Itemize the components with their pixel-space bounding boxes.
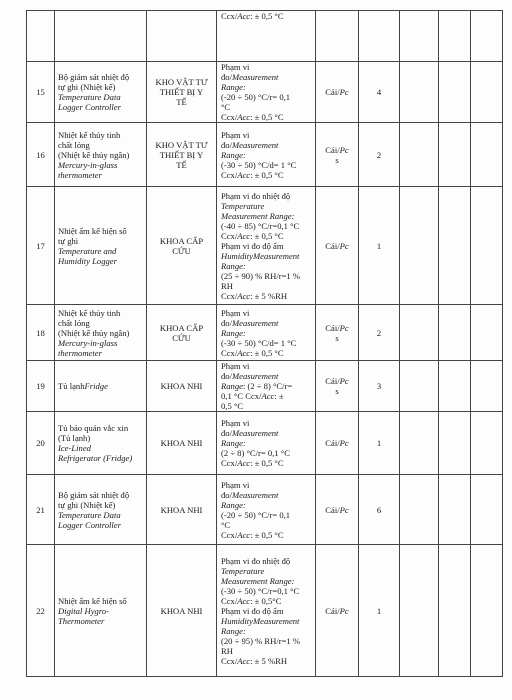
range-line: Temperature xyxy=(221,200,265,211)
dept-line: KHOA NHI xyxy=(160,504,203,515)
measurement-range-cell xyxy=(217,305,316,361)
unit-cell xyxy=(316,187,359,305)
name-line: Temperature and xyxy=(58,245,117,256)
range-line: Ccx/Acc: ± 0,5 °C xyxy=(221,112,284,122)
unit-cell xyxy=(316,11,359,62)
row-number-text: 20 xyxy=(36,438,45,448)
range-line: Phạm vi đo độ ẩm xyxy=(221,605,284,616)
range-line: Range: xyxy=(221,625,246,636)
range-line: Range: xyxy=(221,260,246,271)
name-line: Tủ lạnhFridge xyxy=(58,381,108,391)
measurement-range-cell xyxy=(217,475,316,545)
dept-line: KHOA CẤP xyxy=(159,235,204,246)
extra-cell-2 xyxy=(439,361,471,412)
row-number-text: 19 xyxy=(36,381,45,391)
range-line: 0,5 °C xyxy=(221,401,244,411)
name-line: Bộ giám sát nhiệt độ xyxy=(58,489,130,500)
range-line: đo/Measurement xyxy=(221,428,279,438)
unit-cell xyxy=(316,305,359,361)
extra-cell-3 xyxy=(471,123,503,187)
unit-line: Cái/Pc xyxy=(325,240,349,251)
name-line: Logger Controller xyxy=(58,102,121,112)
dept-line: CỨU xyxy=(172,245,191,256)
range-line: RH xyxy=(221,280,233,291)
extra-cell-2 xyxy=(439,412,471,475)
dept-line: KHOA NHI xyxy=(160,605,203,616)
range-line: Phạm vi xyxy=(221,418,250,428)
range-line: °C xyxy=(221,519,231,530)
extra-cell-1 xyxy=(400,545,439,677)
range-line: đo/Measurement xyxy=(221,317,279,328)
dept-line: KHOA CẤP xyxy=(159,322,204,333)
name-line: Nhiệt kế thủy tinh xyxy=(58,307,121,318)
unit-line: Cái/Pc xyxy=(325,504,349,515)
row-number xyxy=(27,305,55,361)
range-line: Range: xyxy=(221,438,246,448)
range-line: Range: xyxy=(221,82,246,92)
measurement-range-cell xyxy=(217,412,316,475)
unit-cell xyxy=(316,62,359,123)
range-line: Phạm vi đo nhiệt độ xyxy=(221,190,291,201)
row-number xyxy=(27,123,55,187)
unit-cell xyxy=(316,412,359,475)
extra-cell-2 xyxy=(439,545,471,677)
device-name-cell xyxy=(55,412,147,475)
range-line: (-30 ÷ 50) °C/d= 1 °C xyxy=(221,337,297,348)
quantity-cell xyxy=(359,187,400,305)
range-line: Phạm vi xyxy=(221,307,250,318)
dept-line: KHO VẬT TƯ xyxy=(155,139,208,150)
device-name-cell xyxy=(55,123,147,187)
range-line: Ccx/Acc: ± 0,5 °C xyxy=(221,230,284,241)
range-line: HumidityMeasurement xyxy=(221,250,300,261)
name-line: Digital Hygro- xyxy=(58,605,109,616)
extra-cell-2 xyxy=(439,123,471,187)
name-line: Nhiệt ẩm kế hiện số xyxy=(58,225,127,236)
stt-cell xyxy=(27,11,55,62)
extra-cell-1 xyxy=(400,361,439,412)
quantity-cell xyxy=(359,62,400,123)
measurement-range-cell xyxy=(217,187,316,305)
name-line: Ice-Lined xyxy=(58,443,91,453)
unit-line: Cái/Pc xyxy=(325,322,349,333)
range-line: (-20 ÷ 50) °C/r= 0,1 xyxy=(221,92,291,102)
name-line: tự ghi (Nhiệt kế) xyxy=(58,82,116,92)
extra-cell-1 xyxy=(400,11,439,62)
quantity-text: 4 xyxy=(376,87,382,97)
range-line: đo/Measurement xyxy=(221,72,279,82)
row-number xyxy=(27,62,55,123)
range-line: Range: xyxy=(221,149,246,160)
name-line: thermometer xyxy=(58,169,102,180)
row-number xyxy=(27,475,55,545)
range-line: Phạm vi xyxy=(221,361,250,371)
department-cell xyxy=(147,361,217,412)
name-line: thermometer xyxy=(58,347,102,358)
row-number-text: 17 xyxy=(36,240,45,251)
quantity-text: 1 xyxy=(376,438,382,448)
range-line: đo/Measurement xyxy=(221,371,279,381)
range-line: (2 ÷ 8) °C/r= 0,1 °C xyxy=(221,448,290,458)
name-line: Nhiệt kế thủy tinh xyxy=(58,129,121,140)
unit-line: Cái/Pc xyxy=(325,376,349,386)
range-line: Ccx/Acc: ± 5 %RH xyxy=(221,655,288,666)
extra-cell-3 xyxy=(471,305,503,361)
department-cell xyxy=(147,545,217,677)
range-line: Ccx/Acc: ± 0,5 °C xyxy=(221,169,284,180)
table-row xyxy=(27,187,503,305)
name-line: chất lỏng xyxy=(58,139,90,150)
dept-line: CỨU xyxy=(172,332,191,343)
device-name-cell xyxy=(55,545,147,677)
range-line: đo/Measurement xyxy=(221,139,279,150)
dept-line: THIẾT BỊ Y xyxy=(159,87,204,97)
row-number-text: 22 xyxy=(36,605,45,616)
row-number-text: 21 xyxy=(36,504,45,515)
name-line: Bộ giám sát nhiệt độ xyxy=(58,72,130,82)
extra-cell-2 xyxy=(439,475,471,545)
unit-cell xyxy=(316,545,359,677)
unit-line: Cái/Pc xyxy=(325,438,349,448)
quantity-cell xyxy=(359,305,400,361)
quantity-text: 1 xyxy=(376,240,382,251)
range-line: Phạm vi xyxy=(221,479,250,490)
range-line: Measurement Range: xyxy=(221,575,295,586)
extra-cell-1 xyxy=(400,412,439,475)
dept-line: THIẾT BỊ Y xyxy=(159,149,204,160)
quantity-text: 6 xyxy=(376,504,382,515)
measurement-range-cell xyxy=(217,62,316,123)
name-cell xyxy=(55,11,147,62)
unit-line: s xyxy=(335,386,339,396)
extra-cell-3 xyxy=(471,62,503,123)
dept-line: KHOA NHI xyxy=(160,438,203,448)
range-line: RH xyxy=(221,645,233,656)
device-name-cell xyxy=(55,361,147,412)
range-line: Range: xyxy=(221,499,246,510)
table-row xyxy=(27,62,503,123)
qty-cell xyxy=(359,11,400,62)
name-line: Temperature Data xyxy=(58,92,121,102)
department-cell xyxy=(147,412,217,475)
row-number xyxy=(27,545,55,677)
range-line: Measurement Range: xyxy=(221,210,295,221)
range-line: (25 ÷ 90) % RH/r=1 % xyxy=(221,270,301,281)
extra-cell-1 xyxy=(400,62,439,123)
device-name-cell xyxy=(55,305,147,361)
unit-line: Cái/Pc xyxy=(325,605,349,616)
row-number xyxy=(27,361,55,412)
name-line: Mercury-in-glass xyxy=(58,159,118,170)
range-line: (-30 ÷ 50) °C/r=0,1 °C xyxy=(221,585,300,596)
unit-cell xyxy=(316,475,359,545)
extra-cell-2 xyxy=(439,187,471,305)
table-row-continued xyxy=(27,11,503,62)
quantity-cell xyxy=(359,475,400,545)
range-line: Ccx/Acc: ± 0,5 °C xyxy=(221,529,284,540)
name-line: tự ghi xyxy=(58,235,79,246)
equipment-table xyxy=(26,10,503,677)
range-cell xyxy=(217,11,316,62)
extra-cell-3 xyxy=(471,187,503,305)
quantity-text: 3 xyxy=(376,381,382,391)
extra-cell-3 xyxy=(471,361,503,412)
range-line: Ccx/Acc: ± 0,5 °C xyxy=(221,458,284,468)
quantity-text: 2 xyxy=(376,149,382,160)
department-cell xyxy=(147,475,217,545)
range-line: 0,1 °C Ccx/Acc: ± xyxy=(221,391,284,401)
range-line: Temperature xyxy=(221,565,265,576)
dept-line: TẾ xyxy=(176,159,187,170)
extra-cell-2 xyxy=(439,305,471,361)
range-line: (-20 ÷ 50) °C/r= 0,1 xyxy=(221,509,291,520)
extra-cell-1 xyxy=(400,475,439,545)
quantity-cell xyxy=(359,361,400,412)
table-row xyxy=(27,305,503,361)
range-line: Range: xyxy=(221,327,246,338)
name-line: Humidity Logger xyxy=(58,255,117,266)
range-line: (20 ÷ 95) % RH/r=1 % xyxy=(221,635,301,646)
name-line: (Nhiệt kế thủy ngân) xyxy=(58,149,130,160)
quantity-cell xyxy=(359,123,400,187)
extra-cell-1 xyxy=(400,305,439,361)
name-line: Tủ bảo quản vắc xin xyxy=(58,423,129,433)
unit-line: Cái/Pc xyxy=(325,144,349,155)
name-line: tự ghi (Nhiệt kế) xyxy=(58,499,116,510)
range-line: Ccx/Acc: ± 0,5 °C xyxy=(221,347,284,358)
table-body xyxy=(27,11,503,677)
range-line: Ccx/Acc: ± 0,5°C xyxy=(221,595,282,606)
name-line: Temperature Data xyxy=(58,509,121,520)
range-line: đo/Measurement xyxy=(221,489,279,500)
unit-cell xyxy=(316,361,359,412)
range-line: Phạm vi xyxy=(221,62,250,72)
row-number xyxy=(27,412,55,475)
dept-line: KHOA NHI xyxy=(160,381,203,391)
range-line: (-40 ÷ 85) °C/r=0,1 °C xyxy=(221,220,300,231)
department-cell xyxy=(147,305,217,361)
measurement-range-cell xyxy=(217,545,316,677)
device-name-cell xyxy=(55,475,147,545)
extra-cell-3 xyxy=(471,545,503,677)
name-line: Logger Controller xyxy=(58,519,121,530)
table-row xyxy=(27,545,503,677)
name-line: Thermometer xyxy=(58,615,105,626)
device-name-cell xyxy=(55,187,147,305)
name-line: (Nhiệt kế thủy ngân) xyxy=(58,327,130,338)
range-line: Phạm vi xyxy=(221,129,250,140)
row-number-text: 16 xyxy=(36,149,45,160)
dept-cell xyxy=(147,11,217,62)
extra-cell-3 xyxy=(471,475,503,545)
table-row xyxy=(27,361,503,412)
device-name-cell xyxy=(55,62,147,123)
table-row xyxy=(27,123,503,187)
quantity-cell xyxy=(359,545,400,677)
extra-cell-3 xyxy=(471,412,503,475)
name-line: (Tủ lạnh) xyxy=(58,433,91,443)
range-line: Range: (2 ÷ 8) °C/r= xyxy=(221,381,293,391)
unit-line: s xyxy=(335,154,339,165)
unit-cell xyxy=(316,123,359,187)
range-line: Ccx/Acc: ± 0,5 °C xyxy=(221,11,284,21)
range-line: (-30 ÷ 50) °C/d= 1 °C xyxy=(221,159,297,170)
quantity-text: 2 xyxy=(376,327,382,338)
table-row xyxy=(27,475,503,545)
name-line: Mercury-in-glass xyxy=(58,337,118,348)
row-number xyxy=(27,187,55,305)
row-number-text: 18 xyxy=(36,327,45,338)
dept-line: KHO VẬT TƯ xyxy=(155,77,208,87)
extra-cell-2 xyxy=(439,62,471,123)
range-line: °C xyxy=(221,102,231,112)
dept-line: TẾ xyxy=(176,97,187,107)
department-cell xyxy=(147,62,217,123)
name-line: Refrigerator (Fridge) xyxy=(58,453,133,463)
measurement-range-cell xyxy=(217,123,316,187)
extra-cell-1 xyxy=(400,187,439,305)
department-cell xyxy=(147,123,217,187)
department-cell xyxy=(147,187,217,305)
quantity-text: 1 xyxy=(376,605,382,616)
name-line: Nhiệt ẩm kế hiện số xyxy=(58,595,127,606)
extra-cell-2 xyxy=(439,11,471,62)
row-number-text: 15 xyxy=(36,87,45,97)
range-line: HumidityMeasurement xyxy=(221,615,300,626)
measurement-range-cell xyxy=(217,361,316,412)
range-line: Ccx/Acc: ± 5 %RH xyxy=(221,290,288,301)
extra-cell-3 xyxy=(471,11,503,62)
quantity-cell xyxy=(359,412,400,475)
extra-cell-1 xyxy=(400,123,439,187)
range-line: Phạm vi đo nhiệt độ xyxy=(221,555,291,566)
unit-line: s xyxy=(335,332,339,343)
table-row xyxy=(27,412,503,475)
range-line: Phạm vi đo độ ẩm xyxy=(221,240,284,251)
name-line: chất lỏng xyxy=(58,317,90,328)
unit-line: Cái/Pc xyxy=(325,87,349,97)
